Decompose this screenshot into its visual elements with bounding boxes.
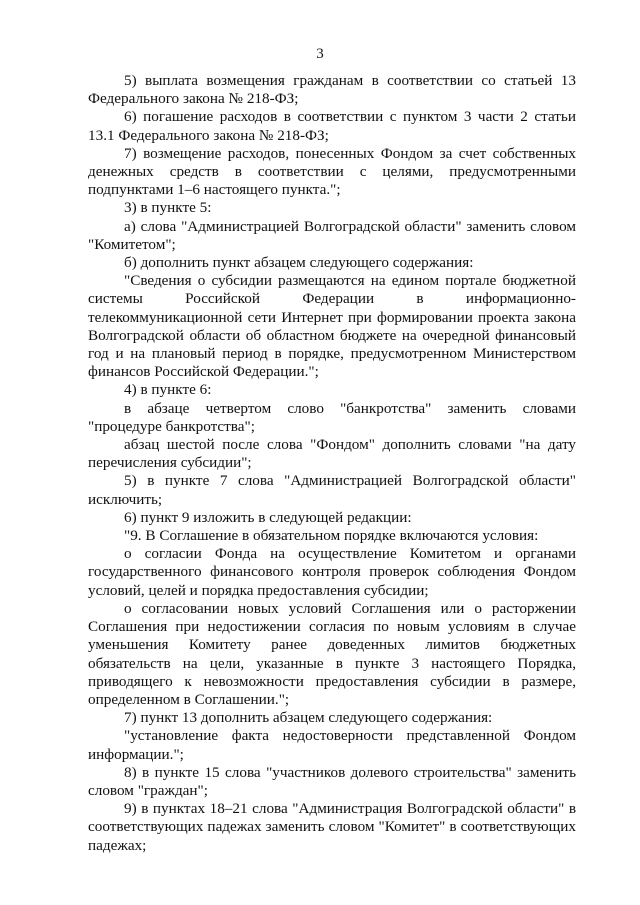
document-body [88,72,576,855]
paragraph: "9. В Соглашение в обязательном порядке включаются условия: [124,527,539,545]
paragraph: 6) погашение расходов в соответствии с пунктом 3 части 2 статьи 13.1 Федерального закона № 218-ФЗ; [88,108,576,144]
paragraph: 7) пункт 13 дополнить абзацем следующего содержания: [124,709,493,727]
paragraph: 5) выплата возмещения гражданам в соответствии со статьей 13 Федерального закона № 218-ФЗ; [88,72,576,108]
paragraph: 6) пункт 9 изложить в следующей редакции: [124,508,412,526]
paragraph: 4) в пункте 6: [124,381,212,399]
paragraph: 5) в пункте 7 слова "Администрацией Волгоградской области" исключить; [88,472,576,508]
paragraph: 8) в пункте 15 слова "участников долевого строительства" заменить словом "граждан"; [88,763,576,799]
paragraph: 7) возмещение расходов, понесенных Фондом за счет собственных денежных средств в соответствии с целями, предусмотренными подпунктами 1–6 настоящего пункта."; [88,144,576,199]
page-number: 3 [316,46,324,62]
paragraph: о согласовании новых условий Соглашения или о расторжении Соглашения при недостижении согласия по новым условиям в случае уменьшения Комитету ранее доведенных лимитов бюджетных обязательств на цели, указанные в пункте 3 настоящего Порядка, приводящего к невозможности предоставления субсидии в размере, определенном в Соглашении."; [88,599,576,708]
paragraph: о согласии Фонда на осуществление Комитетом и органами государственного финансового контроля проверок соблюдения Фондом условий, целей и порядка предоставления субсидии; [88,545,576,599]
paragraph: "установление факта недостоверности представленной Фондом информации."; [88,727,576,763]
paragraph: абзац шестой после слова "Фондом" дополнить словами "на дату перечисления субсидии"; [88,436,576,472]
paragraph: в абзаце четвертом слово "банкротства" заменить словами "процедуре банкротства"; [88,399,576,435]
paragraph: 9) в пунктах 18–21 слова "Администрация Волгоградской области" в соответствующих падежах заменить словом "Комитет" в соответствующих падежах; [88,800,576,854]
paragraph: а) слова "Администрацией Волгоградской области" заменить словом "Комитетом"; [88,217,576,253]
paragraph: "Сведения о субсидии размещаются на едином портале бюджетной системы Российской Федерации в информационно-телекоммуникационной сети Интернет при формировании проекта закона Волгоградской области об областном бюджете на очередной финансовый год и на плановый период в порядке, предусмотренном Министерством финансов Российской Федерации."; [88,272,576,381]
paragraph: б) дополнить пункт абзацем следующего содержания: [124,254,474,272]
paragraph: 3) в пункте 5: [124,199,212,217]
